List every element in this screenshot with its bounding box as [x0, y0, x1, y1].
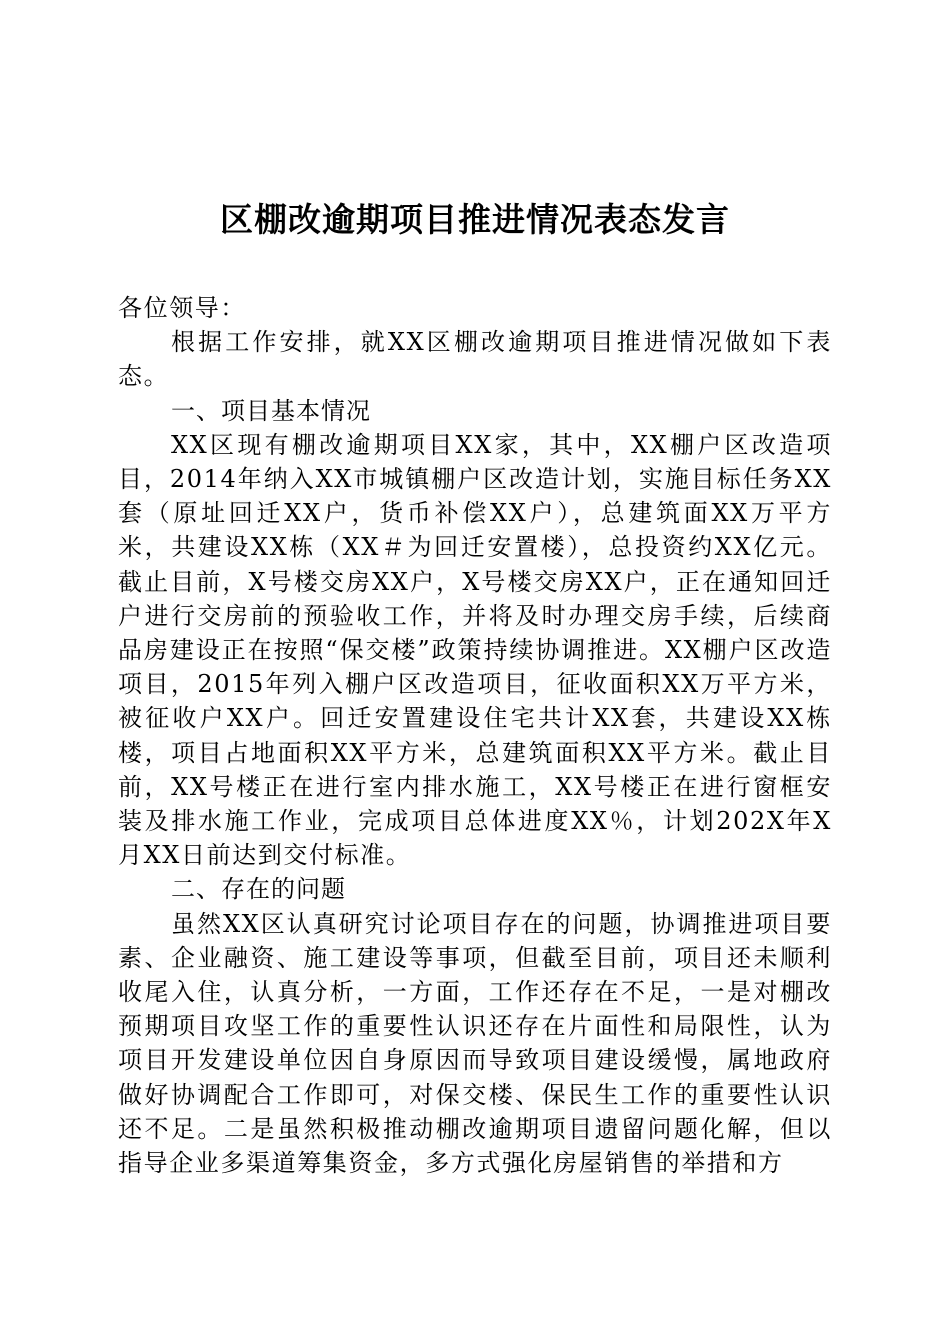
section-paragraph-basic-info: XX区现有棚改逾期项目XX家，其中，XX棚户区改造项目，2014年纳入XX市城镇棚户区改造计划，实施目标任务XX套（原址回迁XX户，货币补偿XX户），总建筑面XX万平方米，共建设XX栋（XX＃为回迁安置楼），总投资约XX亿元。截止目前，X号楼交房XX户，X号楼交房XX户，正在通知回迁户进行交房前的预验收工作，并将及时办理交房手续，后续商品房建设正在按照“保交楼”政策持续协调推进。XX棚户区改造项目，2015年列入棚户区改造项目，征收面积XX万平方米，被征收户XX户。回迁安置建设住宅共计XX套，共建设XX栋楼，项目占地面积XX平方米，总建筑面积XX平方米。截止目前，XX号楼正在进行室内排水施工，XX号楼正在进行窗框安装及排水施工作业，完成项目总体进度XX％，计划202X年X月XX日前达到交付标准。 [118, 430, 832, 870]
document-title: 区棚改逾期项目推进情况表态发言 [220, 200, 730, 239]
salutation: 各位领导： [118, 294, 246, 322]
section-paragraph-problems: 虽然XX区认真研究讨论项目存在的问题，协调推进项目要素、企业融资、施工建设等事项，但截至目前，项目还未顺利收尾入住，认真分析，一方面，工作还存在不足，一是对棚改预期项目攻坚工作的重要性认识还存在片面性和局限性，认为项目开发建设单位因自身原因而导致项目建设缓慢，属地政府做好协调配合工作即可，对保交楼、保民生工作的重要性认识还不足。二是虽然积极推动棚改逾期项目遗留问题化解，但以指导企业多渠道筹集资金，多方式强化房屋销售的举措和方 [118, 909, 832, 1178]
intro-paragraph: 根据工作安排，就XX区棚改逾期项目推进情况做如下表态。 [118, 328, 832, 391]
section-heading-problems: 二、存在的问题 [171, 875, 346, 904]
section-heading-basic-info: 一、项目基本情况 [171, 396, 371, 425]
document-body [118, 291, 832, 1180]
